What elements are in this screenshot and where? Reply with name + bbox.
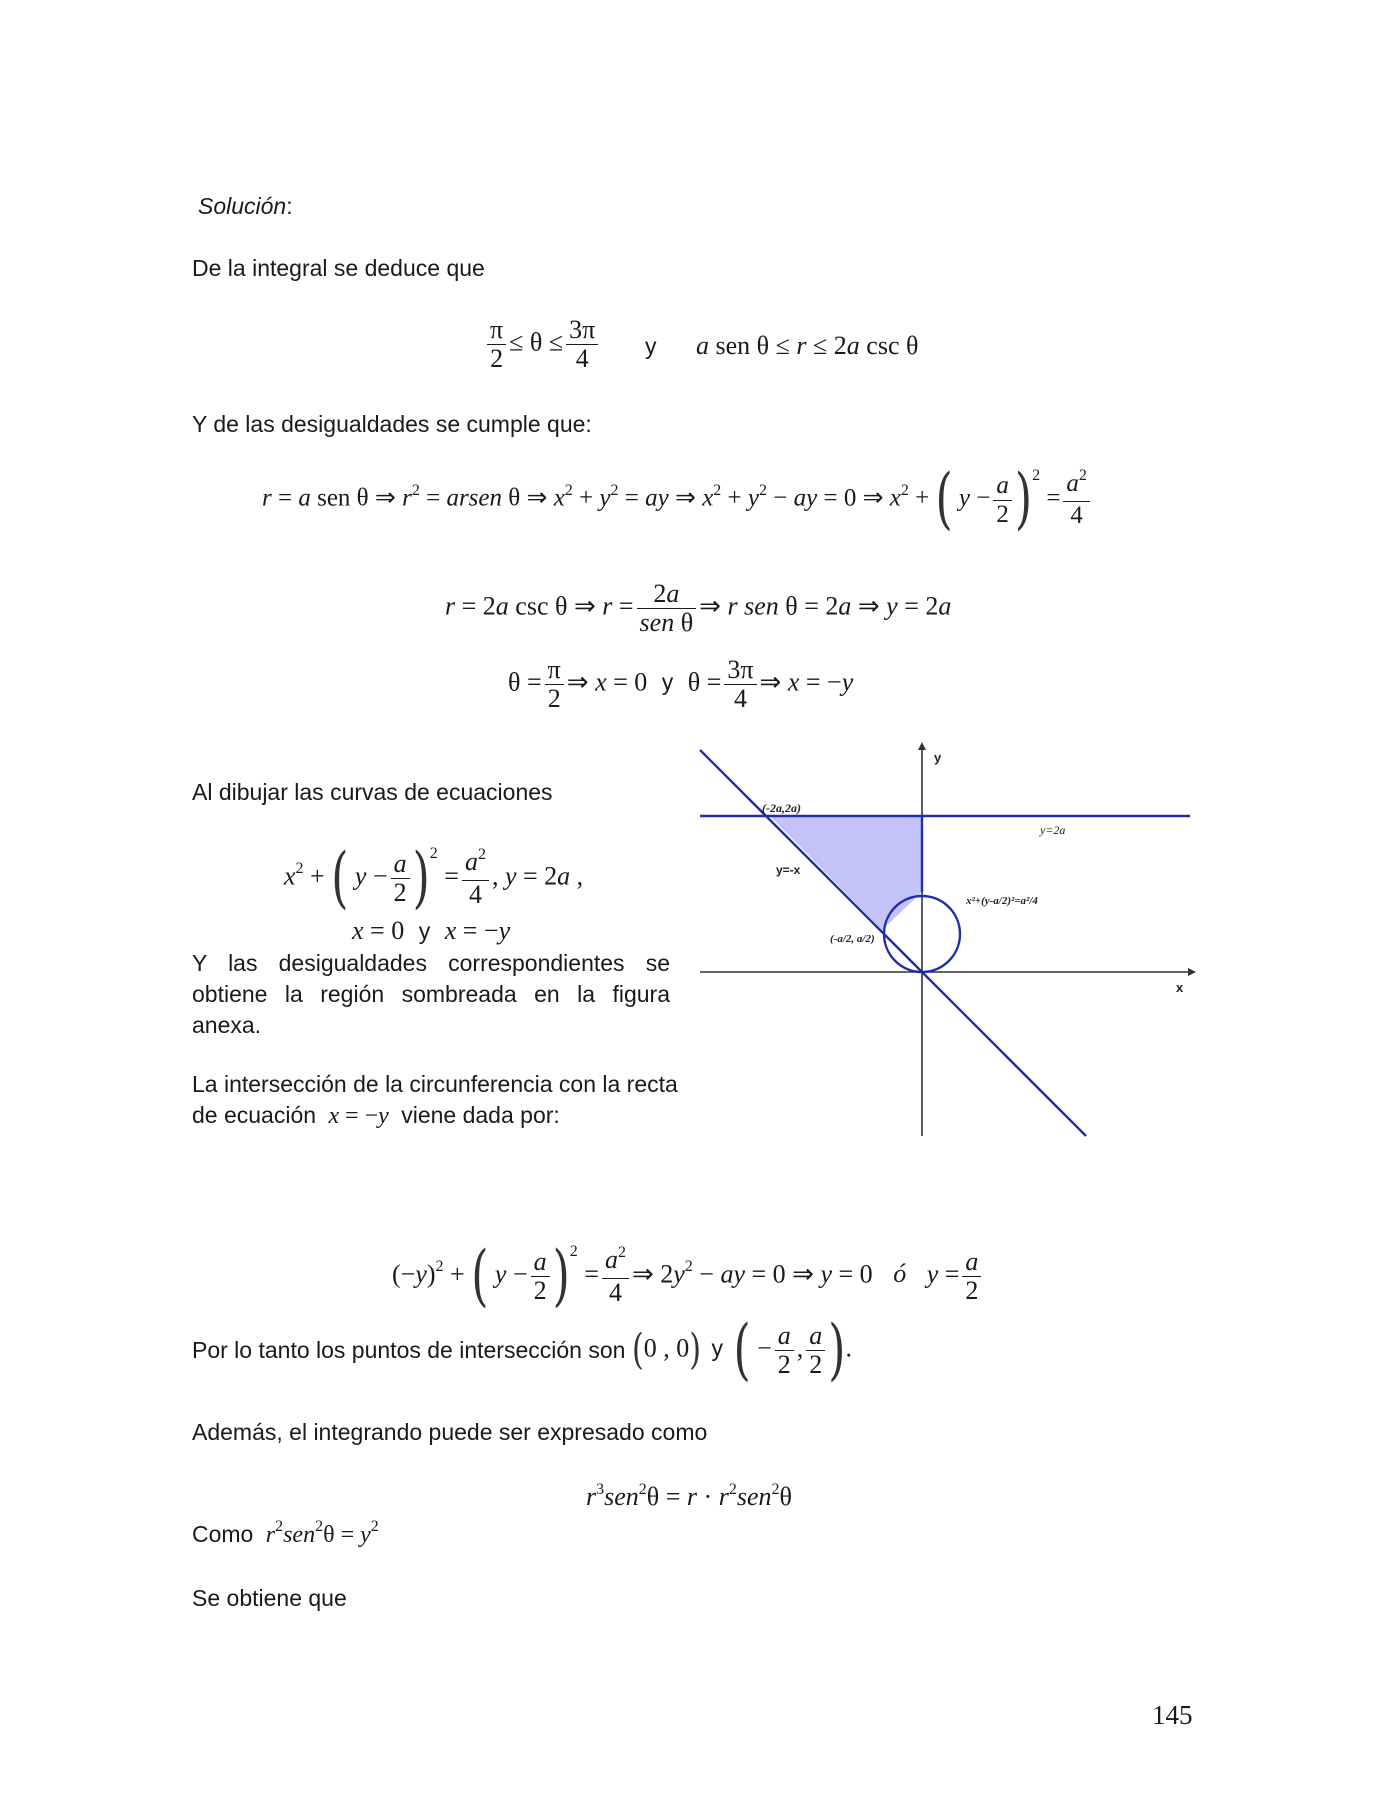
- equation-circle-derivation: r = a sen θ ⇒ $r^2$ = arsen θ ⇒ $x^2 + y^2$ = ay ⇒ $x^2 + y^2$ − ay = 0 ⇒ $x^2$ + ( y − $\frac{a}{2}$ )$^2$ = $\frac{a^2}{4}$: [262, 470, 1093, 530]
- intersection-text-1: La intersección de la circunferencia con la recta: [192, 1071, 678, 1097]
- obtiene-text: Se obtiene que: [192, 1585, 347, 1611]
- intro-text: De la integral se deduce que: [192, 255, 485, 281]
- intersection-text-2: de ecuación x = −y viene dada por:: [192, 1102, 560, 1129]
- y-axis-arrow: [918, 742, 926, 750]
- equation-intersection: $(-y)^2$ + ( y − $\frac{a}{2}$ )$^2$ = $\frac{a^2}{4}$ ⇒ $2y^2$ − ay = 0 ⇒ y = 0 ó y = $\frac{a}{2}$: [392, 1246, 984, 1307]
- point-label: (-2a,2a): [762, 801, 801, 815]
- line-y-neg-x-label: y=-x: [776, 863, 801, 877]
- circle-equation-label: x²+(y-a/2)²=a²/4: [966, 895, 1038, 907]
- equation-r-range: a sen θ ≤ r ≤ 2a csc θ: [696, 331, 919, 360]
- como-label: Como: [192, 1521, 254, 1547]
- intersection-text-2b: viene dada por:: [401, 1102, 560, 1128]
- equation-theta-lines: θ = $\frac{\pi}{2}$ ⇒ x = 0 y θ = $\frac{3\pi}{4}$ ⇒ x = −y: [508, 655, 854, 713]
- region-paragraph: Y las desigualdades correspondientes se obtiene la región sombreada en la figura anexa.: [192, 950, 670, 1038]
- region-figure: [690, 740, 1200, 1140]
- and-word: y: [645, 333, 657, 359]
- or-word: ó: [893, 1259, 907, 1289]
- integrand-text: Además, el integrando puede ser expresado como: [192, 1419, 708, 1445]
- draw-curves-text: Al dibujar las curvas de ecuaciones: [192, 779, 553, 805]
- equation-line-derivation: r = 2a csc θ ⇒ r = $\frac{2a}{\text{sen θ}}$ ⇒ r sen θ = 2a ⇒ y = 2a: [445, 579, 952, 637]
- x-axis-label: x: [1176, 980, 1184, 995]
- solution-heading: Solución:: [198, 193, 293, 219]
- y-axis-label: y: [934, 750, 942, 765]
- page-number: 145: [1152, 1700, 1193, 1730]
- line-y-2a-label: y=2a: [1040, 823, 1066, 837]
- equation-lines: x = 0 y x = −y: [352, 916, 511, 945]
- equation-curves: $x^2$ + ( y − $\frac{a}{2}$ )$^2$ = $\frac{a^2}{4}$ , y = 2a ,: [284, 839, 584, 916]
- points-text: Por lo tanto los puntos de intersección son: [192, 1337, 626, 1363]
- equation-theta-range: $\frac{\pi}{2}$ ≤ θ ≤ $\frac{3\pi}{4}$: [484, 316, 601, 373]
- intersection-text-2a: de ecuación: [192, 1102, 317, 1128]
- points-values: (0 , 0) y ( − $\frac{a}{2}$ , $\frac{a}{2}$ ).: [632, 1311, 852, 1388]
- tangent-point-label: (-a/2, a/2): [830, 933, 875, 945]
- desig-text: Y de las desigualdades se cumple que:: [192, 411, 592, 437]
- como-text: Como $r^2sen^2\theta = y^2$: [192, 1518, 379, 1548]
- line-y-neg-x: [700, 750, 1086, 1136]
- solution-label: Solución: [198, 193, 287, 219]
- x-axis-arrow: [1188, 968, 1196, 976]
- equation-integrand: $r^3sen^2\theta = r \cdot r^2sen^2\theta$: [586, 1481, 792, 1511]
